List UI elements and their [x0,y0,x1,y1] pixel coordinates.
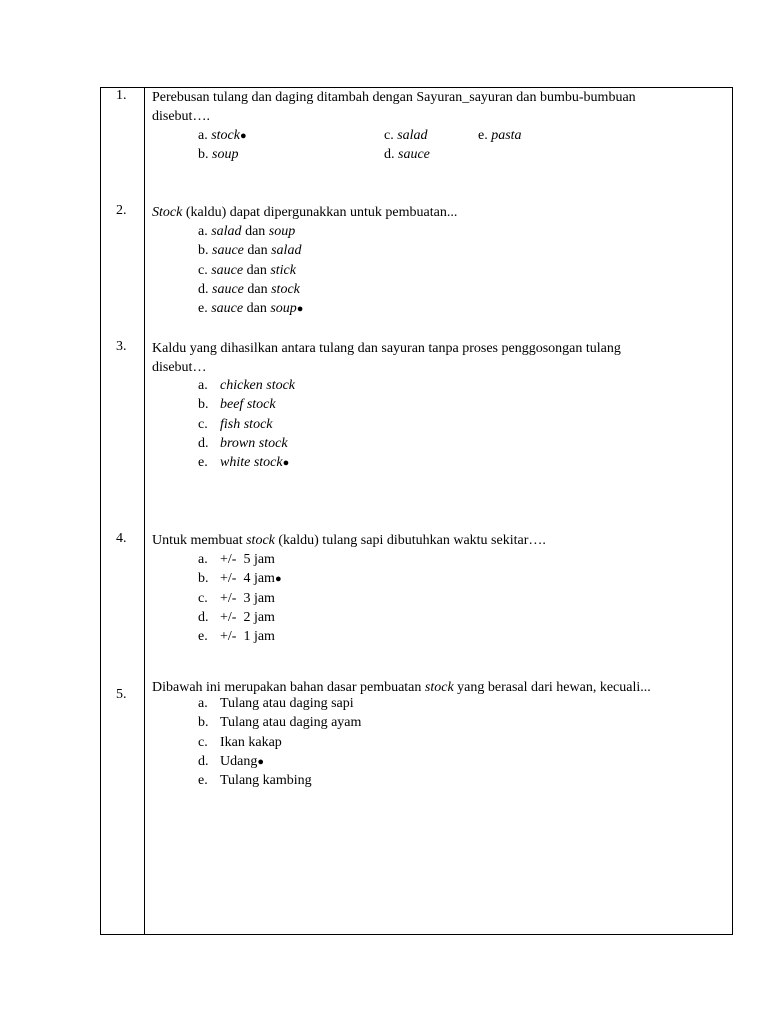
question-stem: Perebusan tulang dan daging ditambah dengan Sayuran_sayuran dan bumbu-bumbuan disebut…. [152,90,636,124]
option-a: a. chicken stock [198,378,296,393]
option-c: c. +/- 3 jam [198,590,275,606]
option-b: b. soup [198,147,239,162]
answer-mark: ● [239,130,247,142]
answer-mark: ● [282,457,290,470]
options-list [198,376,295,472]
options-list [198,222,303,318]
options-list [198,550,282,646]
option-e: e. white stock● [198,455,290,471]
option-e: e. sauce dan soup● [198,301,304,317]
option-b: b. Tulang atau daging ayam [198,715,362,731]
answer-mark: ● [296,303,304,316]
question-number: 1. [116,88,127,103]
options-list [198,694,361,790]
question-stem: Stock (kaldu) dapat dipergunakkan untuk pembuatan... [152,205,458,220]
option-e: e. +/- 1 jam [198,629,275,645]
option-d: d. brown stock [198,435,288,451]
question-number: 5. [116,687,127,702]
option-c: c. salad [384,128,428,143]
option-a: a. stock● [198,128,247,143]
question-number: 3. [116,339,127,354]
option-b: b. +/- 4 jam● [198,571,282,587]
question-stem: Kaldu yang dihasilkan antara tulang dan sayuran tanpa proses penggosongan tulang disebut… [152,341,621,375]
answer-mark: ● [257,755,264,768]
option-c: c. Ikan kakap [198,734,282,750]
option-d: d. sauce dan stock [198,281,300,297]
option-a: a. salad dan soup [198,224,296,239]
option-a: a. +/- 5 jam [198,552,275,567]
column-divider [144,87,145,935]
question-stem: Untuk membuat stock (kaldu) tulang sapi dibutuhkan waktu sekitar…. [152,533,546,548]
option-d: d. sauce [384,147,430,162]
option-c: c. fish stock [198,416,273,432]
option-b: b. sauce dan salad [198,243,302,259]
option-a: a. Tulang atau daging sapi [198,696,354,711]
question-number: 4. [116,531,127,546]
question-stem: Dibawah ini merupakan bahan dasar pembuatan stock yang berasal dari hewan, kecuali... [152,680,651,695]
option-e: e. Tulang kambing [198,773,312,789]
option-d: d. Udang● [198,753,264,769]
option-d: d. +/- 2 jam [198,609,275,625]
option-b: b. beef stock [198,397,276,413]
option-c: c. sauce dan stick [198,262,296,278]
question-number: 2. [116,203,127,218]
option-e: e. pasta [478,128,522,143]
answer-mark: ● [274,573,282,586]
